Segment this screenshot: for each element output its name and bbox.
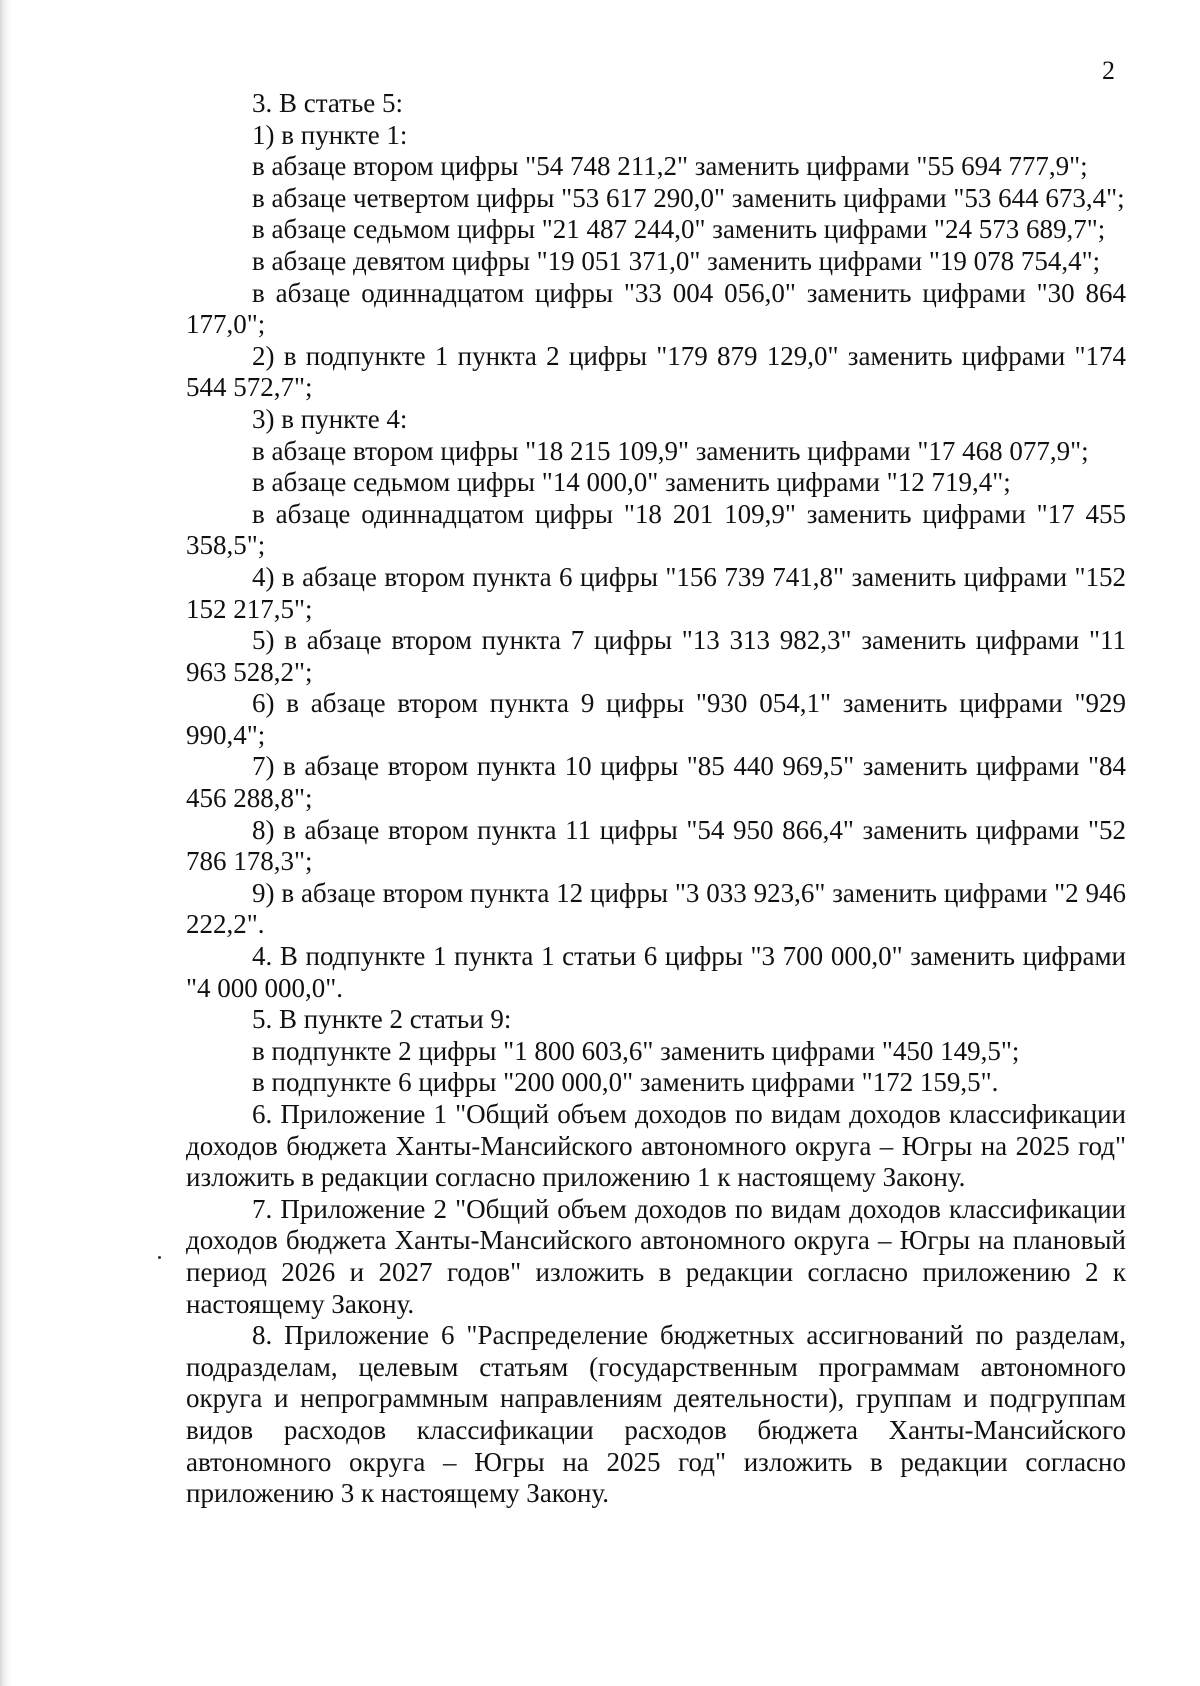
paragraph-abzac-2: в абзаце втором цифры "54 748 211,2" заменить цифрами "55 694 777,9"; — [252, 151, 1088, 182]
paragraph-item-4-abzac-2: в абзаце втором цифры "18 215 109,9" заменить цифрами "17 468 077,9"; — [252, 435, 1089, 466]
paragraph-abzac-9: в абзаце девятом цифры "19 051 371,0" заменить цифрами "19 078 754,4"; — [252, 245, 1101, 276]
paragraph-abzac-4: в абзаце четвертом цифры "53 617 290,0" заменить цифрами "53 644 673,4"; — [252, 182, 1125, 213]
paragraph-subitem-8: 8) в абзаце втором пункта 11 цифры "54 950 866,4" заменить цифрами "52 786 178,3"; — [186, 814, 1126, 877]
paragraph-article-9-subitem-6: в подпункте 6 цифры "200 000,0" заменить цифрами "172 159,5". — [252, 1067, 999, 1098]
paragraph-item-1-heading: 1) в пункте 1: — [252, 119, 408, 150]
paragraph-subitem-4: 4) в абзаце втором пункта 6 цифры "156 739 741,8" заменить цифрами "152 152 217,5"; — [186, 561, 1126, 624]
paragraph-subitem-9: 9) в абзаце втором пункта 12 цифры "3 033 923,6" заменить цифрами "2 946 222,2". — [186, 877, 1126, 940]
paragraph-appendix-6: 8. Приложение 6 "Распределение бюджетных ассигнований по разделам, подразделам, целевым статьям (государственным программам автономного округа и непрограммным направлениям деятельности), группам и подгруппам видов расходов классификации расходов бюджета Ханты-Мансийского автономного округа – Югры на 2025 год" изложить в редакции согласно приложению 3 к настоящему Закону. — [186, 1320, 1126, 1509]
scan-edge-shadow — [0, 0, 12, 1686]
paragraph-abzac-11: в абзаце одиннадцатом цифры "33 004 056,0" заменить цифрами "30 864 177,0"; — [186, 277, 1126, 340]
paragraph-appendix-2: 7. Приложение 2 "Общий объем доходов по видам доходов классификации доходов бюджета Ханты-Мансийского автономного округа – Югры на плановый период 2026 и 2027 годов" изложить в редакции согласно приложению 2 к настоящему Закону. — [186, 1193, 1126, 1319]
paragraph-appendix-1: 6. Приложение 1 "Общий объем доходов по видам доходов классификации доходов бюджета Ханты-Мансийского автономного округа – Югры на 2025 год" изложить в редакции согласно приложению 1 к настоящему Закону. — [186, 1099, 1126, 1193]
paragraph-item-4-abzac-7: в абзаце седьмом цифры "14 000,0" заменить цифрами "12 719,4"; — [252, 467, 1011, 498]
paragraph-item-4-abzac-11: в абзаце одиннадцатом цифры "18 201 109,9" заменить цифрами "17 455 358,5"; — [186, 498, 1126, 561]
paragraph-article-9-subitem-2: в подпункте 2 цифры "1 800 603,6" заменить цифрами "450 149,5"; — [252, 1035, 1020, 1066]
paragraph-subitem-2: 2) в подпункте 1 пункта 2 цифры "179 879 129,0" заменить цифрами "174 544 572,7"; — [186, 340, 1126, 403]
page-number: 2 — [1102, 56, 1115, 85]
scan-speck — [158, 1256, 161, 1259]
document-body — [186, 88, 1126, 1510]
paragraph-article-6: 4. В подпункте 1 пункта 1 статьи 6 цифры "3 700 000,0" заменить цифрами "4 000 000,0". — [186, 941, 1126, 1003]
paragraph-item-4-heading: 3) в пункте 4: — [252, 403, 408, 434]
paragraph-subitem-5: 5) в абзаце втором пункта 7 цифры "13 313 982,3" заменить цифрами "11 963 528,2"; — [186, 625, 1126, 687]
paragraph-abzac-7: в абзаце седьмом цифры "21 487 244,0" заменить цифрами "24 573 689,7"; — [252, 214, 1106, 245]
paragraph-subitem-6: 6) в абзаце втором пункта 9 цифры "930 054,1" заменить цифрами "929 990,4"; — [186, 688, 1126, 750]
paragraph-subitem-7: 7) в абзаце втором пункта 10 цифры "85 440 969,5" заменить цифрами "84 456 288,8"; — [186, 751, 1126, 814]
paragraph-article-5-heading: 3. В статье 5: — [252, 88, 404, 118]
paragraph-article-9-heading: 5. В пункте 2 статьи 9: — [252, 1004, 512, 1035]
